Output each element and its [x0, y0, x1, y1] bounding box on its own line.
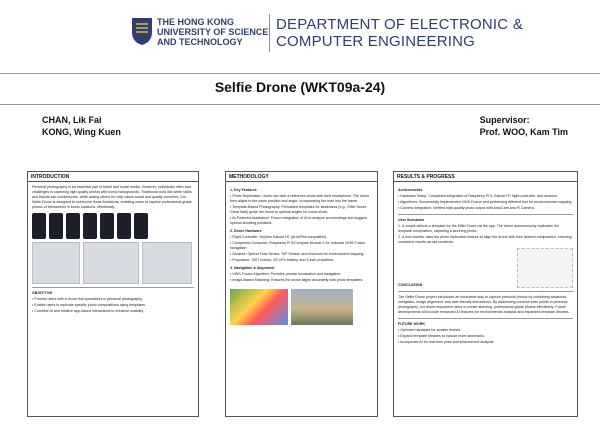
supervisor [480, 114, 568, 138]
method-text: AI-Powered Assistance: Future integration of AI to analyze surroundings and suggest optimal shooting positions. [230, 216, 368, 225]
method-text: Companion Computer: Raspberry Pi 5/Compute Module 4 for onboard VINS-Fusion navigation. [230, 241, 366, 250]
department-name [276, 16, 523, 50]
method-item: • Sensors: Optical Flow Sensor, ToF Sensor, and Arducam for environment mapping. [230, 252, 365, 256]
results-heading: RESULTS & PROGRESS [394, 172, 577, 182]
authors [42, 114, 121, 138]
flight-controller-photo [142, 242, 192, 284]
university-line-2: UNIVERSITY OF SCIENCE [157, 27, 269, 37]
future-item: • Optimize hardware for smaller drones. [398, 328, 462, 332]
objective-text: Enable users to replicate specific photo compositions using templates. [34, 303, 146, 307]
app-screenshots [32, 213, 194, 239]
future-work-heading: FUTURE WORK [398, 322, 425, 326]
university-name [157, 17, 269, 47]
university-crest-icon [130, 16, 154, 46]
results-panel [393, 171, 578, 417]
method-item: • VINS-Fusion Algorithm: Provides precise localization and navigation. [230, 272, 342, 276]
app-screenshot [32, 213, 46, 239]
future-text: Expand template libraries to include more landmarks. [400, 334, 485, 338]
supervisor-label: Supervisor: [479, 115, 530, 125]
section-divider [398, 318, 573, 319]
method-item: • Propulsion: 1507 motors, 4S LiPo battery, and 3-inch propellers. [230, 258, 335, 262]
objective-text: Provide users with a drone that specializes in personal photography. [34, 297, 143, 301]
scenarios-heading: User Scenarios [398, 218, 425, 222]
section-divider [398, 291, 573, 292]
method-item: • Photo Replication: Users can take a reference photo with their smartphone. The drone then aligns to the same position and angle, incorporating the user into the frame. [230, 194, 370, 203]
department-line-1: DEPARTMENT OF ELECTRONIC & [276, 16, 523, 33]
supervisor-name: Prof. WOO, Kam Tim [479, 127, 568, 137]
future-text: Incorporate AI for real-time pose and environment analysis. [400, 340, 495, 344]
building-photo [291, 289, 353, 325]
method-item: • Image-Based Matching: Ensures the drone aligns accurately with photo templates. [230, 278, 364, 282]
introduction-panel [27, 171, 199, 417]
objective-item: • Enable users to replicate specific photo compositions using templates. [32, 303, 146, 307]
author-2: KONG, Wing Kuen [42, 127, 121, 137]
method-item: • Flight Controller: Holybro Kakute H7 (ArduPilot-compatible). [230, 235, 328, 239]
conclusion-text: The Selfie Drone project introduces an innovative way to capture personal photos by combining advanced navigation, image alignment, and user-friendly interactions. By addressing common pain points in personal photography, our drone empowers users to create stunning, professional-grade photos effortlessly. Future developments will include enhanced AI features for environmental analysis and expanded template libraries. [398, 295, 570, 314]
components-photo [32, 242, 80, 284]
methodology-panel [225, 171, 378, 417]
achievement-text: Camera Integration: Verified high-quality photo output with ArduCam and Pi Camera. [400, 206, 535, 210]
methodology-subheading: 2. Drone Hardware [230, 229, 262, 233]
method-text: Image-Based Matching: Ensures the drone aligns accurately with photo templates. [232, 278, 364, 282]
introduction-heading: INTRODUCTION [28, 172, 198, 182]
scenario-item: 2. A solo traveler uses the photo replication feature to align the drone with their desired composition, ensuring consistent results across locations. [398, 235, 572, 244]
achievement-text: Algorithms: Successfully implemented VINS-Fusion and performing different test for environmental mapping. [400, 200, 573, 204]
poster-header [0, 0, 600, 68]
app-screenshot [100, 213, 114, 239]
hardware-photos [32, 242, 194, 284]
university-line-3: AND TECHNOLOGY [157, 37, 243, 47]
mapping-images [230, 286, 373, 325]
objective-item: • Combine AI and intuitive app-based interactions to enhance usability. [32, 309, 144, 313]
scenario-item: 1. A couple selects a template for the Eiffel Tower via the app. The drone autonomously replicates the template composition, capturing a stunning photo. [398, 224, 559, 233]
header-divider [269, 14, 270, 52]
method-item: • Companion Computer: Raspberry Pi 5/Compute Module 4 for onboard VINS-Fusion navigation. [230, 241, 366, 250]
future-item: • Incorporate AI for real-time pose and environment analysis. [398, 340, 495, 344]
app-screenshot [49, 213, 63, 239]
methodology-subheading: 3. Navigation & Alignment [230, 266, 275, 270]
objective-item: • Provide users with a drone that specializes in personal photography. [32, 297, 143, 301]
objective-text: Combine AI and intuitive app-based interactions to enhance usability. [34, 309, 144, 313]
method-item: • Template-Based Photography: Preloaded templates for landmarks (e.g., Eiffel Tower, Great Wall) guide the drone to optimal angles for iconic shots. [230, 205, 367, 214]
method-text: Template-Based Photography: Preloaded templates for landmarks (e.g., Eiffel Tower, Great Wall) guide the drone to optimal angles for iconic shots. [230, 205, 367, 214]
author-1: CHAN, Lik Fai [42, 115, 102, 125]
achievements-heading: Achievements [398, 188, 423, 192]
app-screenshot [117, 213, 131, 239]
section-divider [32, 287, 194, 288]
section-divider [398, 214, 573, 215]
introduction-text: Personal photography is an essential part of travel and social media. However, individuals often face challenges in capturing high-quality photos with iconic backgrounds. Traditional tools like selfie sticks and tripods are cumbersome, while asking others for help raises social and quality concerns. Our Selfie Drone is designed to overcome these limitations, enabling users to capture professional-grade photos of themselves in iconic locations, effortlessly. [32, 185, 193, 209]
app-screenshot [83, 213, 97, 239]
methodology-heading: METHODOLOGY [226, 172, 377, 182]
scenario-sketch [517, 248, 573, 288]
method-text: Sensors: Optical Flow Sensor, ToF Sensor, and Arducam for environment mapping. [232, 252, 365, 256]
method-text: Propulsion: 1507 motors, 4S LiPo battery, and 3-inch propellers. [232, 258, 335, 262]
app-screenshot [66, 213, 80, 239]
university-line-1: THE HONG KONG [157, 17, 235, 27]
method-text: VINS-Fusion Algorithm: Provides precise localization and navigation. [232, 272, 342, 276]
achievement-item: • Camera Integration: Verified high-quality photo output with ArduCam and Pi Camera. [398, 206, 535, 210]
future-item: • Expand template libraries to include more landmarks. [398, 334, 485, 338]
method-item: • AI-Powered Assistance: Future integration of AI to analyze surroundings and suggest optimal shooting positions. [230, 216, 368, 225]
achievement-item: • Algorithms: Successfully implemented VINS-Fusion and performing different test for environmental mapping. [398, 200, 573, 204]
method-text: Photo Replication: Users can take a reference photo with their smartphone. The drone then aligns to the same position and angle, incorporating the user into the frame. [230, 194, 370, 203]
achievement-text: Hardware Setup: Completed integration of Raspberry Pi 5, Kakute H7 flight controller, and sensors. [400, 194, 558, 198]
future-text: Optimize hardware for smaller drones. [400, 328, 462, 332]
method-text: Flight Controller: Holybro Kakute H7 (ArduPilot-compatible). [232, 235, 328, 239]
app-screenshot [134, 213, 148, 239]
point-cloud-map [230, 289, 288, 325]
poster-title: Selfie Drone (WKT09a-24) [214, 79, 386, 95]
drone-frame-photo [83, 242, 139, 284]
conclusion-heading: CONCLUSION [398, 283, 423, 287]
achievement-item: • Hardware Setup: Completed integration of Raspberry Pi 5, Kakute H7 flight controller, and sensors. [398, 194, 558, 198]
objective-heading: OBJECTIVE [32, 291, 53, 295]
methodology-subheading: 1. Key Features [230, 188, 257, 192]
department-line-2: COMPUTER ENGINEERING [276, 33, 476, 50]
